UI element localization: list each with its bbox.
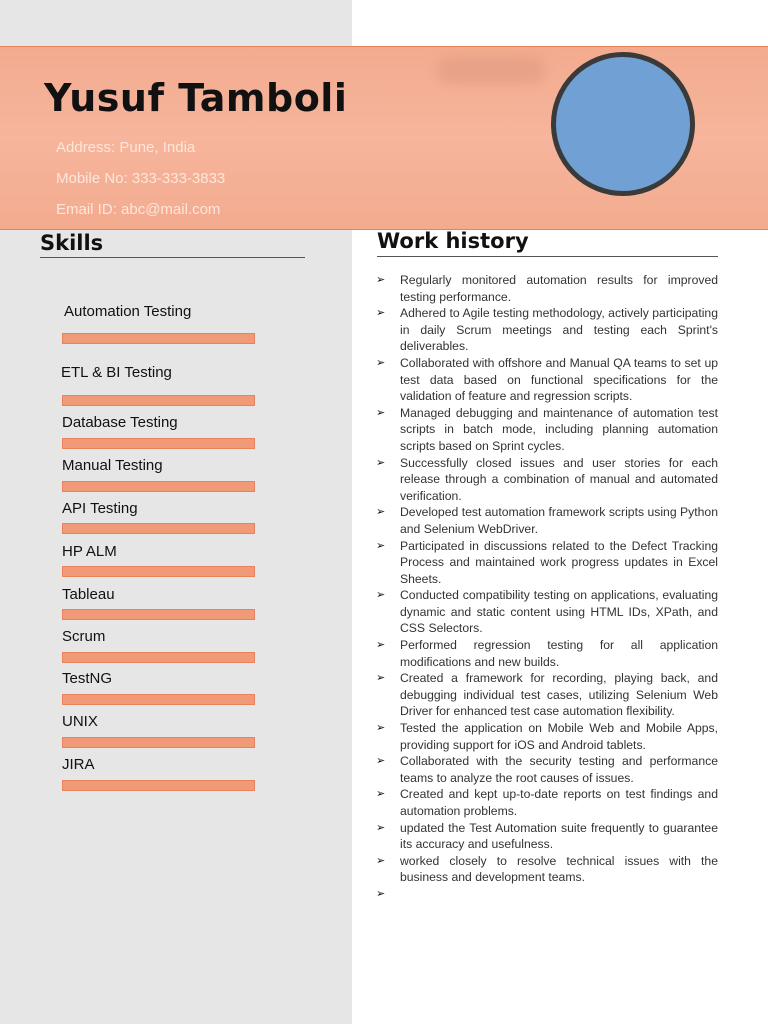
skill-label: Automation Testing (64, 303, 192, 320)
arrowhead-bullet-icon: ➢ (376, 274, 386, 286)
skill-level-bar (62, 652, 255, 663)
work-history-text: Successfully closed issues and user stories for each release through a combination of manual and automated verification. (400, 455, 718, 503)
arrowhead-bullet-icon: ➢ (376, 589, 386, 602)
skill-level-bar (62, 523, 255, 534)
work-history-item (376, 405, 718, 455)
skills-heading-rule (40, 257, 305, 258)
skill-label: API Testing (62, 500, 138, 517)
skill-label: Tableau (62, 586, 115, 603)
skill-level-fill (63, 781, 254, 790)
skill-level-bar (62, 481, 255, 492)
work-history-item (376, 886, 718, 903)
skill-label: JIRA (62, 756, 95, 773)
arrowhead-bullet-icon: ➢ (376, 356, 386, 369)
work-history-text: Collaborated with the security testing and performance teams to analyze the root causes of issues. (400, 754, 718, 785)
arrowhead-bullet-icon: ➢ (376, 722, 386, 735)
work-history-item (376, 753, 718, 786)
work-history-item (376, 305, 718, 355)
arrowhead-bullet-icon: ➢ (376, 672, 386, 685)
work-history-item (376, 587, 718, 637)
work-history-item (376, 355, 718, 405)
arrowhead-bullet-icon: ➢ (376, 307, 386, 320)
arrowhead-bullet-icon: ➢ (376, 539, 386, 552)
work-history-text: Conducted compatibility testing on applications, evaluating dynamic and static content using HTML IDs, XPath, and CSS Selectors. (400, 588, 718, 636)
work-history-item (376, 538, 718, 588)
skill-level-fill (63, 610, 254, 619)
skill-level-fill (63, 695, 254, 704)
work-history-item (376, 820, 718, 853)
skill-level-fill (63, 653, 254, 662)
work-history-text: Adhered to Agile testing methodology, actively participating in daily Scrum meetings and testing each Sprint's deliverables. (400, 306, 718, 354)
work-history-text: worked closely to resolve technical issues with the business and development teams. (400, 853, 718, 885)
work-history-item (376, 272, 718, 305)
skill-level-bar (62, 438, 255, 449)
profile-photo-placeholder (551, 52, 695, 196)
work-history-text: Created a framework for recording, playing back, and debugging individual test cases, utilizing Selenium Web Driver for enhanced test case automation flexibility. (400, 671, 718, 719)
blurred-area (436, 56, 546, 84)
contact-address: Address: Pune, India (56, 139, 196, 156)
work-history-text: Managed debugging and maintenance of automation test scripts in batch mode, including planning automation scripts based on Sprint cycles. (400, 405, 718, 453)
arrowhead-bullet-icon: ➢ (376, 854, 386, 867)
arrowhead-bullet-icon: ➢ (376, 639, 386, 652)
skill-label: Scrum (62, 628, 106, 645)
skill-level-fill (63, 439, 254, 448)
skill-label: Manual Testing (62, 457, 163, 474)
work-history-heading-rule (377, 256, 718, 257)
skill-level-bar (62, 694, 255, 705)
work-history-text: Created and kept up-to-date reports on test findings and automation problems. (400, 787, 718, 818)
work-history-heading: Work history (377, 229, 529, 253)
work-history-text: Performed regression testing for all application modifications and new builds. (400, 638, 718, 669)
arrowhead-bullet-icon: ➢ (376, 788, 386, 801)
skill-level-fill (63, 482, 254, 491)
arrowhead-bullet-icon: ➢ (376, 887, 386, 900)
skill-level-bar (62, 737, 255, 748)
arrowhead-bullet-icon: ➢ (376, 456, 386, 469)
work-history-item (376, 455, 718, 505)
work-history-text: Collaborated with offshore and Manual QA teams to set up test data based on functional specifications for the validation of feature and regression scripts. (400, 355, 718, 404)
skill-label: Database Testing (62, 414, 178, 431)
skill-label: UNIX (62, 713, 98, 730)
work-history-list (376, 272, 718, 903)
work-history-item (376, 853, 718, 886)
work-history-item (376, 637, 718, 670)
skill-level-fill (63, 524, 254, 533)
work-history-text: Regularly monitored automation results for improved testing performance. (400, 273, 718, 304)
skill-level-bar (62, 333, 255, 344)
arrowhead-bullet-icon: ➢ (376, 406, 386, 419)
work-history-item (376, 504, 718, 537)
work-history-text: Participated in discussions related to the Defect Tracking Process and maintained work progress updates in Excel Sheets. (400, 538, 718, 586)
work-history-item (376, 786, 718, 819)
skill-level-fill (63, 396, 254, 405)
contact-email: Email ID: abc@mail.com (56, 201, 221, 218)
work-history-item (376, 720, 718, 753)
skill-label: ETL & BI Testing (61, 364, 172, 381)
contact-mobile: Mobile No: 333-333-3833 (56, 170, 226, 187)
skill-level-fill (63, 334, 254, 343)
arrowhead-bullet-icon: ➢ (376, 506, 386, 519)
candidate-name: Yusuf Tamboli (44, 76, 348, 120)
skill-level-bar (62, 609, 255, 620)
work-history-text: updated the Test Automation suite frequently to guarantee its accuracy and usefulness. (400, 820, 718, 852)
skill-level-bar (62, 566, 255, 577)
work-history-text: Developed test automation framework scripts using Python and Selenium WebDriver. (400, 505, 718, 536)
arrowhead-bullet-icon: ➢ (376, 755, 386, 768)
work-history-item (376, 670, 718, 720)
skills-heading: Skills (40, 231, 104, 255)
skill-level-fill (63, 567, 254, 576)
work-history-text: Tested the application on Mobile Web and Mobile Apps, providing support for iOS and Android tablets. (400, 721, 718, 752)
arrowhead-bullet-icon: ➢ (376, 821, 386, 834)
skill-level-bar (62, 395, 255, 406)
skill-label: HP ALM (62, 543, 117, 560)
skill-label: TestNG (62, 670, 113, 687)
skill-level-fill (63, 738, 254, 747)
skill-level-bar (62, 780, 255, 791)
